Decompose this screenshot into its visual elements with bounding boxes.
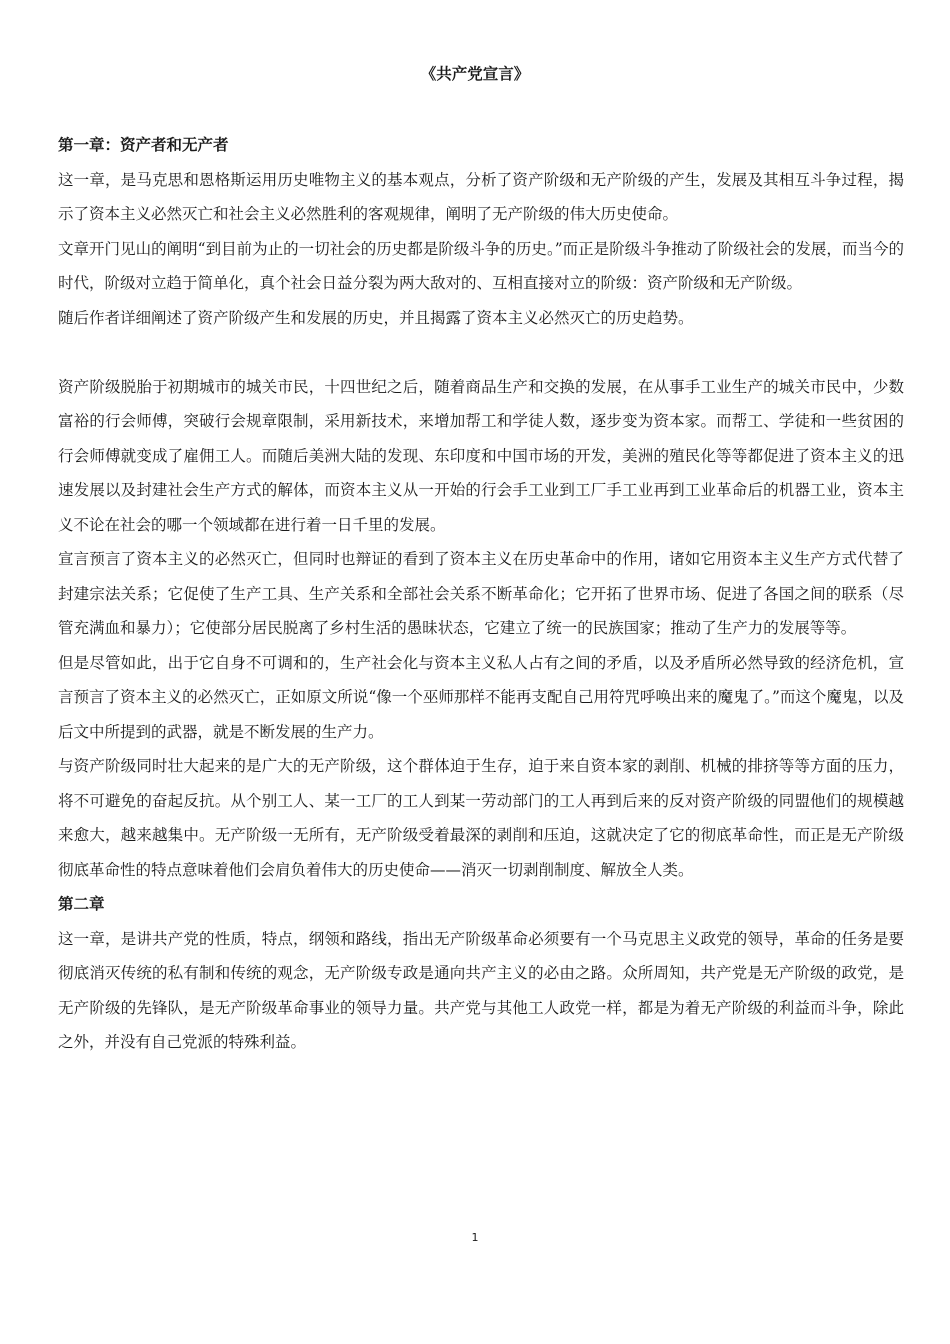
chapter-2-heading: 第二章 (58, 895, 105, 913)
document-body (58, 128, 904, 1060)
chapter-1-heading: 第一章：资产者和无产者 (58, 136, 229, 154)
document-page (58, 0, 904, 1344)
paragraph: 这一章，是讲共产党的性质，特点，纲领和路线，指出无产阶级革命必须要有一个马克思主义政党的领导，革命的任务是要彻底消灭传统的私有制和传统的观念，无产阶级专政是通向共产主义的必由之路。众所周知，共产党是无产阶级的政党，是无产阶级的先锋队，是无产阶级革命事业的领导力量。共产党与其他工人政党一样，都是为着无产阶级的利益而斗争，除此之外，并没有自己党派的特殊利益。 (58, 929, 904, 1051)
paragraph: 资产阶级脱胎于初期城市的城关市民，十四世纪之后，随着商品生产和交换的发展，在从事手工业生产的城关市民中，少数富裕的行会师傅，突破行会规章限制，采用新技术，来增加帮工和学徒人数，逐步变为资本家。而帮工、学徒和一些贫困的行会师傅就变成了雇佣工人。而随后美洲大陆的发现、东印度和中国市场的开发，美洲的殖民化等等都促进了资本主义的迅速发展以及封建社会生产方式的解体，而资本主义从一开始的行会手工业到工厂手工业再到工业革命后的机器工业，资本主义不论在社会的哪一个领域都在进行着一日千里的发展。 (58, 377, 904, 534)
paragraph: 随后作者详细阐述了资产阶级产生和发展的历史，并且揭露了资本主义必然灭亡的历史趋势。 (58, 308, 694, 327)
paragraph: 与资产阶级同时壮大起来的是广大的无产阶级，这个群体迫于生存，迫于来自资本家的剥削、机械的排挤等等方面的压力，将不可避免的奋起反抗。从个别工人、某一工厂的工人到某一劳动部门的工人再到后来的反对资产阶级的同盟他们的规模越来愈大，越来越集中。无产阶级一无所有，无产阶级受着最深的剥削和压迫，这就决定了它的彻底革命性，而正是无产阶级彻底革命性的特点意味着他们会肩负着伟大的历史使命——消灭一切剥削制度、解放全人类。 (58, 757, 904, 879)
blank-line (58, 335, 904, 370)
paragraph: 但是尽管如此，出于它自身不可调和的，生产社会化与资本主义私人占有之间的矛盾，以及矛盾所必然导致的经济危机，宣言预言了资本主义的必然灭亡，正如原文所说“像一个巫师那样不能再支配自己用符咒呼唤出来的魔鬼了。”而这个魔鬼，以及后文中所提到的武器，就是不断发展的生产力。 (58, 653, 904, 741)
paragraph: 这一章，是马克思和恩格斯运用历史唯物主义的基本观点，分析了资产阶级和无产阶级的产生，发展及其相互斗争过程，揭示了资本主义必然灭亡和社会主义必然胜利的客观规律，阐明了无产阶级的伟大历史使命。 (58, 170, 904, 223)
paragraph: 宣言预言了资本主义的必然灭亡，但同时也辩证的看到了资本主义在历史革命中的作用，诸如它用资本主义生产方式代替了封建宗法关系；它促使了生产工具、生产关系和全部社会关系不断革命化；它开拓了世界市场、促进了各国之间的联系（尽管充满血和暴力）；它使部分居民脱离了乡村生活的愚昧状态，它建立了统一的民族国家；推动了生产力的发展等等。 (58, 550, 904, 637)
document-title: 《共产党宣言》 (420, 65, 530, 83)
paragraph: 文章开门见山的阐明“到目前为止的一切社会的历史都是阶级斗争的历史。”而正是阶级斗争推动了阶级社会的发展，而当今的时代，阶级对立趋于简单化，真个社会日益分裂为两大敌对的、互相直接对立的阶级：资产阶级和无产阶级。 (58, 239, 904, 292)
page-number: 1 (471, 1231, 479, 1244)
